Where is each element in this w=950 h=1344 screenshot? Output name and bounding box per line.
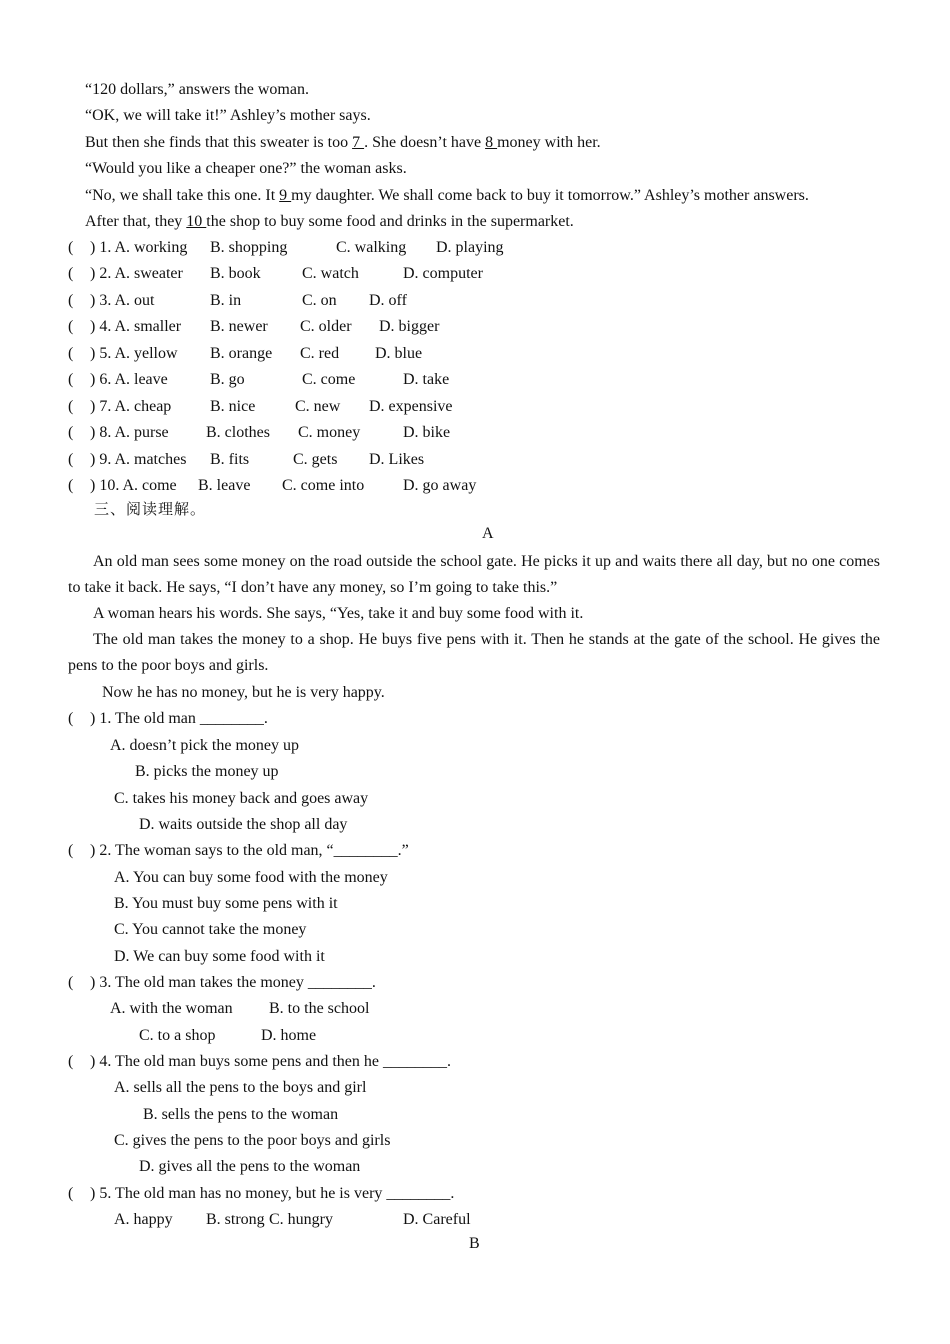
option: B. sells the pens to the woman [143,1106,339,1123]
option: D. Careful [403,1211,471,1228]
option: D. gives all the pens to the woman [139,1158,361,1175]
reading-paragraph: An old man sees some money on the road outside the school gate. He picks it up and waits there all day, but no one comes to take it back. He says, “I don’t have any money, so I’m going to take this.” [68,553,880,596]
option: B. strong [206,1211,265,1228]
option: C. takes his money back and goes away [114,790,369,807]
passage-line: “Would you like a cheaper one?” the woman asks. [85,160,407,177]
option: C. hungry [269,1211,333,1228]
option: B. to the school [269,1000,370,1017]
option: A. with the woman [110,1000,233,1017]
cloze-blank-10: 10 [186,213,207,230]
option: C. to a shop [139,1027,216,1044]
passage-line: After that, they 10 the shop to buy some food and drinks in the supermarket. [85,213,574,230]
section-heading: 三、阅读理解。 [94,500,207,518]
option: B. picks the money up [135,763,279,780]
option: A. sells all the pens to the boys and girl [114,1079,367,1096]
option: A. happy [114,1211,173,1228]
option: D. home [261,1027,317,1044]
reading-paragraph: Now he has no money, but he is very happy. [102,684,385,701]
cloze-blank-8: 8 [485,134,498,151]
cloze-blank-7: 7 [352,134,365,151]
option: C. gives the pens to the poor boys and girls [114,1132,391,1149]
passage-label-a: A [482,525,494,542]
option: C. You cannot take the money [114,921,307,938]
cloze-blank-9: 9 [279,187,292,204]
option: D. We can buy some food with it [114,948,325,965]
option: D. waits outside the shop all day [139,816,348,833]
reading-paragraph: A woman hears his words. She says, “Yes, take it and buy some food with it. [93,605,584,622]
passage-line: “120 dollars,” answers the woman. [85,81,309,98]
option: A. You can buy some food with the money [114,869,388,886]
passage-line: “No, we shall take this one. It 9 my daughter. We shall come back to buy it tomorrow.” Ashley’s mother answers. [85,187,809,204]
passage-label-b: B [469,1235,480,1252]
passage-line: But then she finds that this sweater is too 7 . She doesn’t have 8 money with her. [85,134,601,151]
reading-paragraph: The old man takes the money to a shop. He buys five pens with it. Then he stands at the gate of the school. He gives the pens to the poor boys and girls. [68,631,880,674]
option: A. doesn’t pick the money up [110,737,300,754]
option: B. You must buy some pens with it [114,895,338,912]
passage-line: “OK, we will take it!” Ashley’s mother says. [85,107,371,124]
